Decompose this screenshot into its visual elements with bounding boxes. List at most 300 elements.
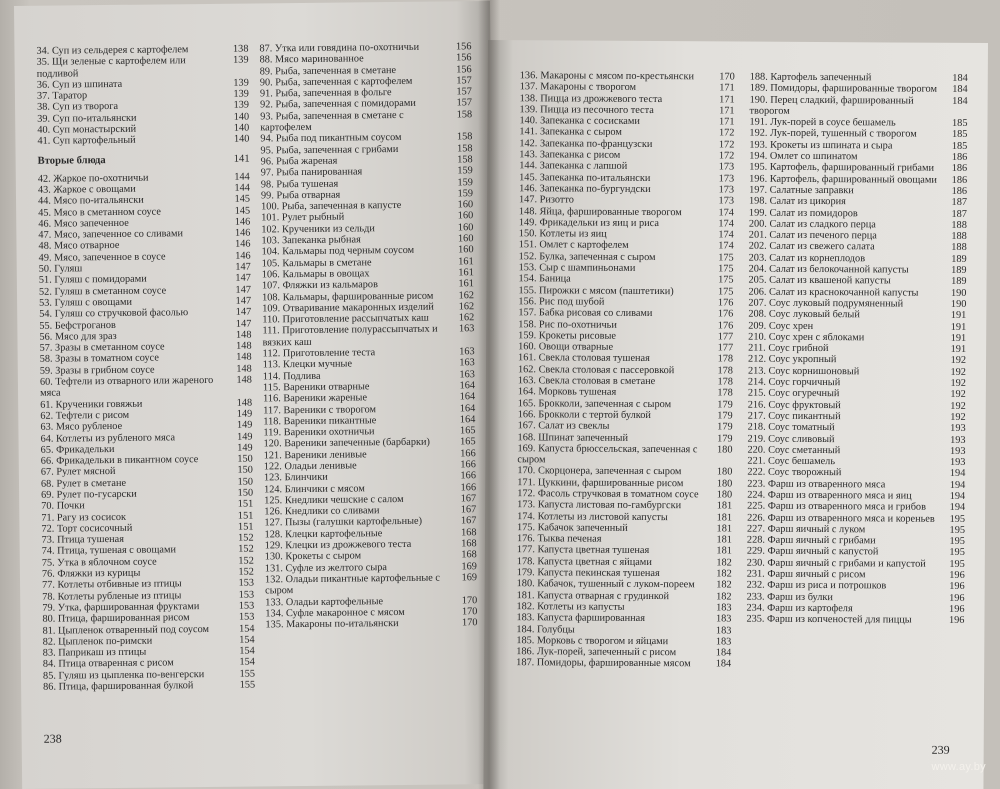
entry-page-number: 147 [235, 318, 252, 330]
entry-title: 138. Пицца из дрожжевого теста [519, 92, 663, 105]
entry-title: 182. Котлеты из капусты [516, 601, 625, 613]
entry-title: 169. Капуста брюссельская, запеченная с сыром [517, 442, 698, 466]
entry-page-number: 191 [950, 310, 967, 322]
entry-page-number: 154 [239, 645, 255, 657]
entry-title: 97. Рыба панированная [260, 166, 363, 179]
entry-title: 106. Кальмары в овощах [261, 268, 370, 281]
entry-title: 151. Омлет с картофелем [518, 239, 629, 252]
entry-page-number: 153 [238, 600, 255, 612]
entry-page-number: 161 [458, 267, 474, 279]
entry-title: 76. Фляжки из курицы [41, 567, 141, 580]
entry-title: 135. Макароны по-итальянски [265, 618, 399, 631]
entry-title: 202. Салат из свежего салата [748, 241, 875, 253]
entry-page-number: 171 [719, 105, 735, 117]
entry-title: 115. Вареники отварные [262, 381, 370, 394]
entry-page-number: 195 [949, 524, 966, 536]
entry-page-number: 160 [458, 244, 474, 256]
entry-title: 185. Морковь с творогом и яйцами [516, 635, 669, 647]
entry-page-number: 155 [239, 668, 256, 680]
entry-title: 39. Суп по-итальянски [37, 112, 137, 125]
entry-page-number: 187 [951, 197, 968, 209]
entry-page-number: 183 [715, 624, 732, 637]
entry-title: 94. Рыба под пикантным соусом [260, 132, 402, 145]
entry-page-number: 148 [236, 351, 252, 364]
entry-page-number: 173 [718, 173, 735, 185]
entry-page-number: 196 [949, 569, 965, 581]
entry-title: 222. Соус творожный [747, 466, 842, 479]
entry-page-number: 189 [951, 253, 967, 265]
entry-page-number: 152 [238, 532, 254, 544]
entry-title: 95. Рыба, запеченная с грибами [260, 143, 399, 157]
entry-title: 232. Фарш из риса и потрошков [746, 579, 887, 592]
entry-title: 152. Булка, запеченная с сыром [518, 250, 656, 263]
entry-title: 122. Оладьи ленивые [263, 460, 357, 473]
entry-title: 224. Фарш из отваренного мяса и яиц [747, 489, 912, 502]
entry-title: 100. Рыба, запеченная в капусте [261, 200, 402, 213]
entry-page-number: 196 [949, 592, 965, 604]
entry-title: 145. Запеканка по-итальянски [519, 171, 651, 184]
entry-title: Вторые блюда [37, 154, 106, 167]
entry-title: 75. Утка в яблочном соусе [41, 556, 157, 569]
entry-page-number: 176 [717, 297, 734, 309]
entry-page-number: 146 [235, 238, 251, 251]
entry-page-number: 157 [456, 86, 472, 98]
entry-page-number: 164 [459, 391, 476, 403]
entry-title: 153. Сыр с шампиньонами [518, 262, 636, 274]
entry-title: 41. Суп картофельный [37, 135, 136, 148]
entry-page-number: 173 [718, 184, 735, 196]
entry-page-number: 186 [951, 163, 968, 175]
index-entry [516, 658, 731, 671]
entry-title: 178. Капуста цветная с яйцами [516, 555, 652, 568]
entry-title: 179. Капуста пекинская тушеная [516, 567, 660, 580]
entry-page-number: 157 [456, 75, 472, 87]
entry-title: 171. Цуккини, фаршированные рисом [517, 476, 684, 489]
entry-title: 50. Гуляш [38, 263, 83, 275]
entry-title: 206. Салат из краснокочанной капусты [748, 286, 919, 299]
entry-title: 63. Мясо рубленое [40, 421, 123, 433]
entry-title: 226. Фарш из отваренного мяса и кореньев [747, 512, 935, 525]
entry-page-number: 188 [951, 242, 967, 254]
entry-page-number: 153 [238, 589, 255, 601]
entry-page-number: 158 [457, 142, 473, 155]
entry-title: 74. Птица, тушеная с овощами [41, 544, 177, 558]
entry-title: 133. Оладьи картофельные [265, 595, 384, 608]
entry-title: 78. Котлеты рубленые из птицы [42, 589, 182, 603]
entry-title: 55. Бефстроганов [39, 319, 116, 332]
entry-title: 105. Кальмары в сметане [261, 256, 372, 270]
entry-title: 190. Перец сладкий, фаршированный творогом [749, 94, 914, 117]
left-page-column-1 [36, 44, 255, 694]
entry-title: 196. Картофель, фаршированный овощами [749, 173, 937, 186]
entry-page-number: 172 [718, 150, 735, 162]
entry-page-number: 166 [460, 470, 477, 482]
entry-title: 218. Соус томатный [747, 421, 835, 434]
entry-title: 60. Тефтели из отварного или жареного мяса [39, 374, 214, 400]
entry-page-number: 152 [238, 555, 254, 567]
entry-title: 42. Жаркое по-охотничьи [37, 172, 149, 185]
entry-page-number: 160 [457, 221, 474, 234]
entry-page-number: 193 [950, 445, 966, 457]
entry-title: 92. Рыба, запеченная с помидорами [259, 98, 416, 111]
entry-title: 200. Салат из сладкого перца [748, 218, 876, 231]
entry-page-number: 175 [718, 252, 734, 264]
right-page [483, 40, 988, 789]
entry-page-number: 181 [716, 534, 732, 546]
entry-title: 233. Фарш из булки [746, 591, 833, 603]
entry-title: 56. Мясо для зраз [39, 330, 117, 343]
entry-title: 93. Рыба, запеченная в сметане с картофелем [260, 109, 404, 134]
entry-title: 144. Запеканка с лапшой [519, 160, 628, 173]
entry-page-number: 144 [234, 171, 250, 183]
entry-page-number: 194 [949, 502, 966, 514]
entry-title: 216. Соус фруктовый [747, 399, 841, 411]
entry-title: 54. Гуляш со стручковой фасолью [39, 307, 189, 320]
entry-title: 159. Крокеты рисовые [518, 330, 617, 342]
entry-page-number: 172 [718, 139, 735, 151]
entry-page-number: 160 [457, 199, 474, 211]
entry-page-number: 151 [237, 498, 254, 510]
entry-title: 43. Жаркое с овощами [37, 183, 136, 196]
entry-title: 87. Утка или говядина по-охотничьи [259, 41, 420, 55]
entry-title: 204. Салат из белокочанной капусты [748, 263, 909, 276]
entry-title: 160. Овощи отварные [518, 341, 614, 353]
entry-title: 234. Фарш из картофеля [746, 602, 853, 615]
entry-page-number: 192 [950, 389, 966, 401]
entry-page-number: 167 [460, 504, 477, 516]
entry-title: 126. Кнедлики со сливами [264, 505, 380, 518]
entry-title: 186. Лук-порей, запеченный с рисом [516, 646, 677, 659]
entry-page-number: 164 [459, 402, 476, 414]
entry-page-number: 161 [458, 278, 474, 290]
entry-title: 187. Помидоры, фаршированные мясом [516, 657, 691, 670]
index-entry [746, 614, 964, 627]
entry-title: 123. Блинчики [263, 472, 328, 484]
entry-page-number: 182 [716, 568, 732, 580]
entry-page-number: 194 [949, 468, 966, 480]
entry-page-number: 159 [457, 165, 473, 177]
entry-page-number: 163 [459, 357, 475, 369]
entry-page-number: 180 [716, 466, 733, 478]
entry-page-number: 141 [233, 153, 250, 165]
entry-page-number: 195 [949, 558, 965, 570]
entry-title: 52. Гуляш в сметанном соусе [38, 285, 167, 298]
entry-page-number: 179 [717, 421, 733, 433]
index-entry [37, 134, 249, 148]
entry-page-number: 185 [951, 140, 968, 152]
entry-title: 177. Капуста цветная тушеная [516, 544, 650, 557]
entry-title: 125. Кнедлики чешские с салом [264, 493, 404, 507]
entry-page-number: 148 [236, 363, 252, 375]
entry-page-number: 178 [717, 365, 734, 377]
entry-page-number: 158 [456, 131, 473, 143]
entry-page-number: 178 [717, 353, 734, 365]
entry-title: 53. Гуляш с овощами [39, 296, 133, 309]
entry-title: 89. Рыба, запеченная в сметане [259, 64, 397, 78]
right-page-column-2 [746, 72, 967, 627]
entry-title: 146. Запеканка по-бургундски [519, 183, 651, 195]
entry-title: 47. Мясо, запеченное со сливами [38, 228, 184, 241]
entry-page-number: 167 [460, 493, 477, 505]
entry-page-number: 195 [949, 513, 966, 525]
entry-page-number: 158 [456, 108, 473, 121]
entry-title: 219. Соус сливовый [747, 433, 835, 445]
entry-title: 35. Щи зеленые с картофелем или подливой [36, 55, 186, 80]
entry-page-number: 191 [950, 343, 967, 356]
entry-page-number: 184 [952, 95, 968, 107]
entry-title: 173. Капуста листовая по-гамбургски [517, 499, 682, 512]
entry-page-number: 181 [716, 523, 733, 535]
entry-page-number: 152 [238, 566, 254, 578]
entry-title: 82. Цыпленок по-римски [42, 635, 153, 648]
entry-title: 114. Подлива [262, 370, 321, 383]
entry-page-number: 162 [458, 312, 475, 324]
entry-title: 83. Паприкаш из птицы [42, 646, 147, 659]
entry-page-number: 169 [461, 572, 478, 584]
entry-page-number: 149 [236, 419, 253, 431]
right-page-number: 239 [931, 742, 950, 757]
entry-page-number: 163 [459, 368, 475, 380]
entry-title: 59. Зразы в грибном соусе [39, 364, 155, 377]
entry-page-number: 165 [459, 425, 476, 437]
entry-page-number: 145 [234, 205, 251, 217]
entry-page-number: 158 [457, 154, 473, 166]
entry-page-number: 154 [239, 656, 255, 669]
entry-page-number: 155 [239, 679, 256, 691]
entry-title: 174. Котлеты из листовой капусты [517, 510, 668, 523]
entry-title: 214. Соус горчичный [747, 376, 841, 389]
index-entry [517, 443, 732, 467]
index-entry [750, 94, 968, 118]
entry-page-number: 163 [459, 346, 475, 358]
entry-page-number: 180 [717, 444, 733, 456]
entry-title: 119. Вареники охотничьи [263, 426, 375, 439]
entry-title: 44. Мясо по-итальянски [37, 194, 144, 208]
entry-page-number: 181 [716, 500, 733, 512]
entry-title: 208. Соус луковый белый [748, 308, 860, 321]
entry-page-number: 185 [952, 118, 968, 130]
entry-page-number: 184 [952, 84, 968, 96]
entry-page-number: 146 [235, 250, 251, 262]
entry-page-number: 180 [716, 478, 733, 490]
entry-page-number: 179 [717, 410, 733, 422]
entry-title: 217. Соус пикантный [747, 410, 841, 423]
entry-title: 70. Почки [41, 500, 85, 513]
entry-title: 227. Фарш яичный с луком [746, 523, 866, 536]
entry-title: 90. Рыба, запеченная с картофелем [259, 75, 413, 89]
entry-page-number: 149 [237, 431, 253, 443]
entry-title: 130. Крокеты с сыром [264, 550, 362, 563]
entry-title: 46. Мясо запеченное [38, 217, 129, 230]
entry-page-number: 175 [718, 263, 734, 275]
entry-title: 155. Пирожки с мясом (паштетики) [518, 284, 674, 297]
entry-title: 99. Рыба отварная [260, 189, 341, 202]
entry-page-number: 160 [457, 210, 474, 222]
entry-title: 49. Мясо, запеченное в соусе [38, 251, 166, 264]
entry-page-number: 139 [233, 54, 249, 67]
entry-page-number: 168 [461, 538, 477, 550]
entry-title: 170. Скорцонера, запеченная с сыром [517, 465, 682, 478]
entry-title: 40. Суп монастырский [37, 123, 137, 136]
entry-page-number: 162 [458, 289, 475, 301]
entry-page-number: 195 [949, 547, 965, 559]
entry-title: 168. Шпинат запеченный [517, 431, 629, 444]
left-page-column-2 [259, 41, 477, 631]
entry-page-number: 148 [236, 374, 252, 386]
entry-page-number: 173 [718, 161, 735, 173]
entry-title: 229. Фарш яичный с капустой [746, 546, 879, 558]
entry-title: 85. Гуляш из цыпленка по-венгерски [42, 668, 205, 682]
entry-page-number: 163 [458, 323, 475, 335]
entry-title: 111. Приготовление полурассыпчатых и вязких каш [262, 324, 438, 349]
entry-page-number: 151 [237, 521, 254, 533]
entry-page-number: 148 [236, 340, 252, 352]
entry-title: 136. Макароны с мясом по-крестьянски [519, 70, 695, 83]
entry-page-number: 194 [949, 479, 966, 491]
entry-title: 61. Крученики говяжьи [40, 398, 143, 411]
entry-page-number: 186 [951, 151, 968, 164]
entry-title: 235. Фарш из копченостей для пиццы [746, 613, 912, 626]
entry-page-number: 140 [233, 133, 250, 146]
entry-page-number: 182 [716, 579, 732, 591]
entry-page-number: 153 [238, 577, 255, 590]
entry-title: 221. Соус бешамель [747, 455, 836, 468]
entry-page-number: 177 [717, 342, 734, 354]
entry-page-number: 188 [951, 219, 967, 231]
entry-page-number: 159 [457, 176, 473, 188]
entry-page-number: 196 [949, 603, 965, 615]
entry-title: 103. Запеканка рыбная [261, 234, 361, 247]
entry-page-number: 180 [716, 489, 733, 501]
entry-page-number: 175 [718, 274, 734, 286]
entry-page-number: 164 [459, 413, 476, 426]
entry-title: 72. Торт сосисочный [41, 522, 133, 535]
entry-title: 188. Картофель запеченный [749, 71, 872, 84]
entry-page-number: 193 [950, 423, 966, 435]
entry-title: 213. Соус корнишоновый [747, 365, 860, 377]
entry-page-number: 156 [456, 63, 472, 75]
entry-title: 34. Суп из сельдерея с картофелем [36, 44, 189, 57]
entry-page-number: 174 [718, 206, 734, 219]
entry-page-number: 152 [238, 543, 254, 556]
index-entry [40, 375, 252, 400]
entry-title: 64. Котлеты из рубленого мяса [40, 431, 176, 445]
entry-title: 164. Морковь тушеная [517, 386, 617, 399]
entry-page-number: 172 [718, 127, 735, 139]
entry-title: 110. Приготовление рассыпчатых каш [262, 312, 430, 326]
entry-page-number: 170 [461, 594, 478, 606]
entry-title: 231. Фарш яичный с рисом [746, 568, 866, 581]
entry-page-number: 140 [233, 111, 250, 123]
entry-page-number: 169 [461, 560, 477, 573]
entry-title: 162. Свекла столовая с пассеровкой [517, 363, 675, 376]
entry-page-number: 146 [234, 216, 251, 228]
entry-title: 203. Салат из корнеплодов [748, 252, 866, 265]
entry-title: 180. Кабачок, тушенный с луком-пореем [516, 578, 695, 591]
entry-title: 212. Соус укропный [748, 354, 837, 366]
entry-title: 167. Салат из свеклы [517, 420, 610, 432]
entry-page-number: 149 [236, 408, 253, 420]
entry-page-number: 162 [458, 301, 475, 313]
entry-page-number: 190 [950, 298, 967, 310]
entry-title: 77. Котлеты отбивные из птицы [42, 578, 182, 592]
entry-title: 48. Мясо отварное [38, 240, 120, 253]
entry-page-number: 147 [235, 284, 252, 296]
entry-title: 86. Птица, фаршированная булкой [43, 680, 194, 693]
entry-page-number: 183 [715, 613, 732, 625]
entry-page-number: 179 [717, 399, 733, 411]
entry-page-number: 186 [951, 185, 968, 197]
entry-page-number: 178 [717, 376, 733, 388]
entry-page-number: 145 [234, 193, 251, 205]
entry-page-number: 193 [950, 434, 966, 446]
entry-title: 120. Вареники запеченные (барбарки) [263, 437, 430, 450]
entry-title: 65. Фрикадельки [40, 443, 115, 456]
entry-page-number: 174 [718, 240, 734, 252]
entry-title: 154. Баница [518, 273, 571, 285]
entry-title: 194. Омлет со шпинатом [749, 150, 858, 163]
entry-page-number: 166 [460, 447, 476, 460]
entry-page-number: 188 [951, 230, 967, 243]
entry-page-number: 154 [239, 623, 255, 635]
book-gutter [478, 0, 500, 789]
entry-page-number: 192 [950, 400, 966, 412]
entry-title: 116. Вареники жареные [263, 392, 368, 405]
entry-title: 210. Соус хрен с яблоками [748, 331, 865, 344]
entry-title: 101. Рулет рыбный [261, 212, 345, 224]
entry-page-number: 149 [237, 442, 253, 454]
entry-title: 73. Птица тушеная [41, 534, 125, 546]
entry-title: 184. Голубцы [516, 623, 575, 636]
entry-page-number: 181 [716, 545, 732, 557]
index-entry [43, 680, 255, 694]
entry-title: 104. Кальмары под черным соусом [261, 245, 415, 258]
entry-title: 166. Брокколи с тертой булкой [517, 409, 651, 421]
entry-title: 71. Рагу из сосисок [41, 511, 127, 524]
entry-page-number: 175 [717, 286, 734, 298]
entry-title: 109. Отваривание макаронных изделий [262, 301, 434, 315]
entry-page-number: 189 [951, 264, 967, 276]
entry-title: 183. Капуста фаршированная [516, 612, 646, 625]
index-entry [260, 109, 472, 134]
entry-page-number: 150 [237, 487, 254, 499]
entry-title: 129. Клецки из дрожжевого теста [264, 538, 412, 552]
entry-title: 211. Соус грибной [748, 342, 829, 355]
right-page-column-1 [516, 70, 735, 670]
entry-title: 121. Вареники ленивые [263, 449, 367, 462]
entry-title: 113. Клецки мучные [262, 358, 353, 371]
entry-page-number: 168 [461, 526, 477, 539]
entry-title: 118. Вареники пикантные [263, 415, 377, 428]
entry-title: 139. Пицца из песочного теста [519, 104, 654, 116]
entry-title: 192. Лук-порей, тушенный с творогом [749, 128, 917, 141]
entry-title: 228. Фарш яичный с грибами [746, 534, 876, 547]
entry-page-number: 174 [718, 229, 734, 241]
entry-page-number: 191 [950, 332, 967, 344]
entry-title: 45. Мясо в сметанном соусе [38, 206, 161, 219]
entry-title: 172. Фасоль стручковая в томатном соусе [517, 488, 699, 501]
entry-page-number: 171 [719, 82, 735, 94]
entry-page-number: 146 [234, 227, 251, 239]
entry-title: 199. Салат из помидоров [748, 207, 858, 219]
entry-title: 142. Запеканка по-французски [519, 137, 653, 150]
entry-title: 195. Картофель, фаршированный грибами [749, 161, 935, 175]
entry-title: 57. Зразы в сметанном соусе [39, 341, 165, 354]
section-heading [38, 153, 250, 167]
entry-page-number: 171 [719, 94, 735, 106]
entry-title: 141. Запеканка с сыром [519, 126, 622, 139]
entry-page-number: 140 [233, 122, 250, 134]
